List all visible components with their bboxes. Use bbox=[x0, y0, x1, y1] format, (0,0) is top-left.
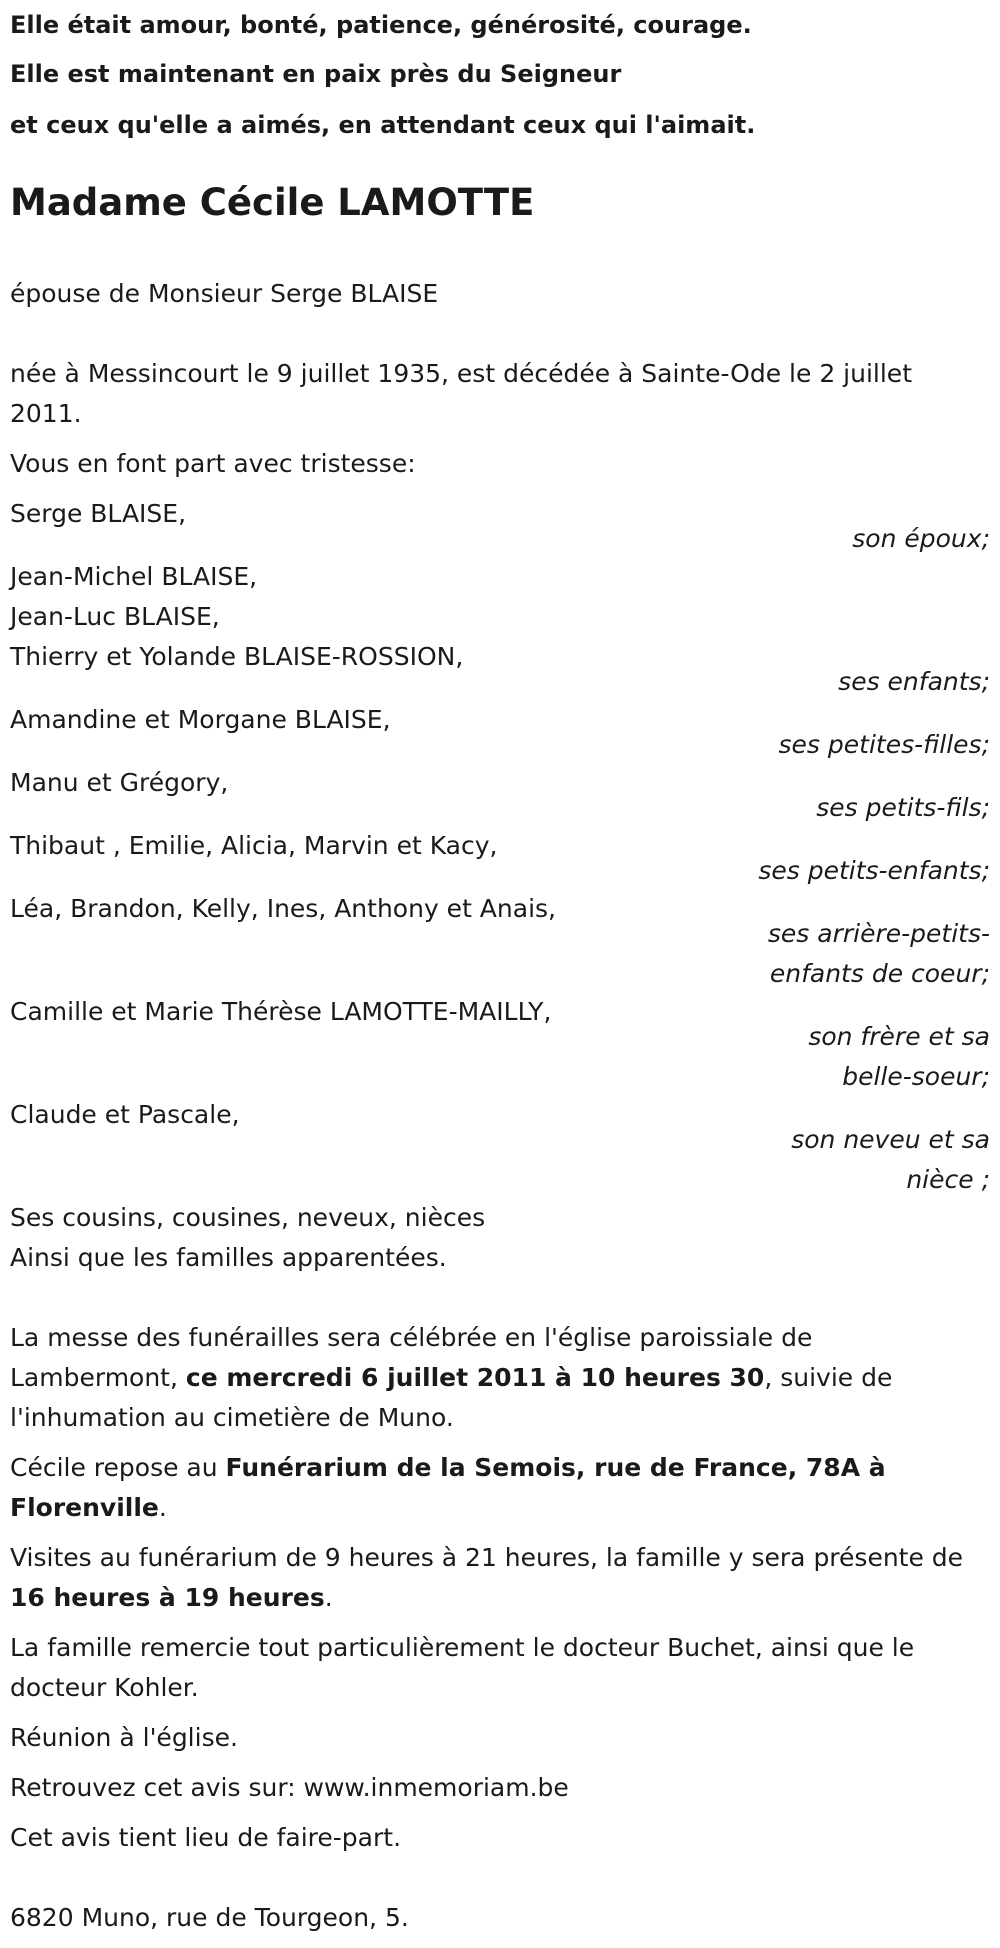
family-sibling-names: Camille et Marie Thérèse LAMOTTE-MAILLY, bbox=[10, 997, 552, 1026]
funeral-text-before: La messe des funérailles sera célébrée en l'église paroissiale de Lambermont, bbox=[10, 1323, 813, 1392]
family-grandchildren-role: ses petits-enfants; bbox=[758, 856, 990, 885]
funeral-paragraph bbox=[10, 1318, 985, 1438]
family-grandsons-role: ses petits-fils; bbox=[816, 793, 990, 822]
notice-line: Cet avis tient lieu de faire-part. bbox=[10, 1823, 402, 1852]
family-others-2: Ainsi que les familles apparentées. bbox=[10, 1243, 447, 1272]
repose-location: Funérarium de la Semois, rue de France, 78A à Florenville bbox=[10, 1453, 886, 1522]
quote-line-2: Elle est maintenant en paix près du Seigneur bbox=[10, 60, 622, 88]
spouse-line: épouse de Monsieur Serge BLAISE bbox=[10, 279, 439, 308]
repose-text-before: Cécile repose au bbox=[10, 1453, 226, 1482]
quote-line-1: Elle était amour, bonté, patience, générosité, courage. bbox=[10, 11, 752, 39]
birth-death-line: née à Messincourt le 9 juillet 1935, est décédée à Sainte-Ode le 2 juillet 2011. bbox=[10, 359, 912, 428]
family-grandsons-names: Manu et Grégory, bbox=[10, 768, 229, 797]
family-great-grandchildren-role: ses arrière-petits-enfants de coeur; bbox=[767, 919, 990, 988]
family-child-1: Jean-Michel BLAISE, bbox=[10, 562, 258, 591]
meeting-line: Réunion à l'église. bbox=[10, 1723, 238, 1752]
repose-paragraph bbox=[10, 1448, 910, 1528]
family-children-role: ses enfants; bbox=[838, 667, 990, 696]
family-sibling-role: son frère et sa belle-soeur; bbox=[808, 1022, 990, 1091]
family-spouse-names: Serge BLAISE, bbox=[10, 499, 187, 528]
repose-text-after: . bbox=[158, 1493, 167, 1522]
thanks-paragraph: La famille remercie tout particulièrement le docteur Buchet, ainsi que le docteur Kohler. bbox=[10, 1633, 915, 1702]
address-line: 6820 Muno, rue de Tourgeon, 5. bbox=[10, 1903, 409, 1932]
website-line: Retrouvez cet avis sur: www.inmemoriam.be bbox=[10, 1773, 569, 1802]
family-child-2: Jean-Luc BLAISE, bbox=[10, 602, 220, 631]
funeral-date-time: ce mercredi 6 juillet 2011 à 10 heures 30 bbox=[185, 1363, 765, 1392]
visits-family-hours: 16 heures à 19 heures bbox=[10, 1583, 325, 1612]
visits-text-before: Visites au funérarium de 9 heures à 21 heures, la famille y sera présente de bbox=[10, 1543, 964, 1572]
family-granddaughters-names: Amandine et Morgane BLAISE, bbox=[10, 705, 391, 734]
visits-text-after: . bbox=[324, 1583, 333, 1612]
family-nephew-role: son neveu et sa nièce ; bbox=[791, 1125, 990, 1194]
family-great-grandchildren-names: Léa, Brandon, Kelly, Ines, Anthony et Anais, bbox=[10, 894, 556, 923]
family-grandchildren-names: Thibaut , Emilie, Alicia, Marvin et Kacy, bbox=[10, 831, 498, 860]
family-nephew-names: Claude et Pascale, bbox=[10, 1100, 240, 1129]
quote-line-3: et ceux qu'elle a aimés, en attendant ceux qui l'aimait. bbox=[10, 111, 756, 139]
family-granddaughters-role: ses petites-filles; bbox=[778, 730, 990, 759]
family-others-1: Ses cousins, cousines, neveux, nièces bbox=[10, 1203, 486, 1232]
funeral-text-after: , suivie de l'inhumation au cimetière de Muno. bbox=[10, 1363, 893, 1432]
deceased-name: Madame Cécile LAMOTTE bbox=[10, 181, 535, 224]
family-child-3: Thierry et Yolande BLAISE-ROSSION, bbox=[10, 642, 464, 671]
intro-line: Vous en font part avec tristesse: bbox=[10, 449, 416, 478]
family-spouse-role: son époux; bbox=[852, 524, 990, 553]
visits-paragraph bbox=[10, 1538, 990, 1618]
